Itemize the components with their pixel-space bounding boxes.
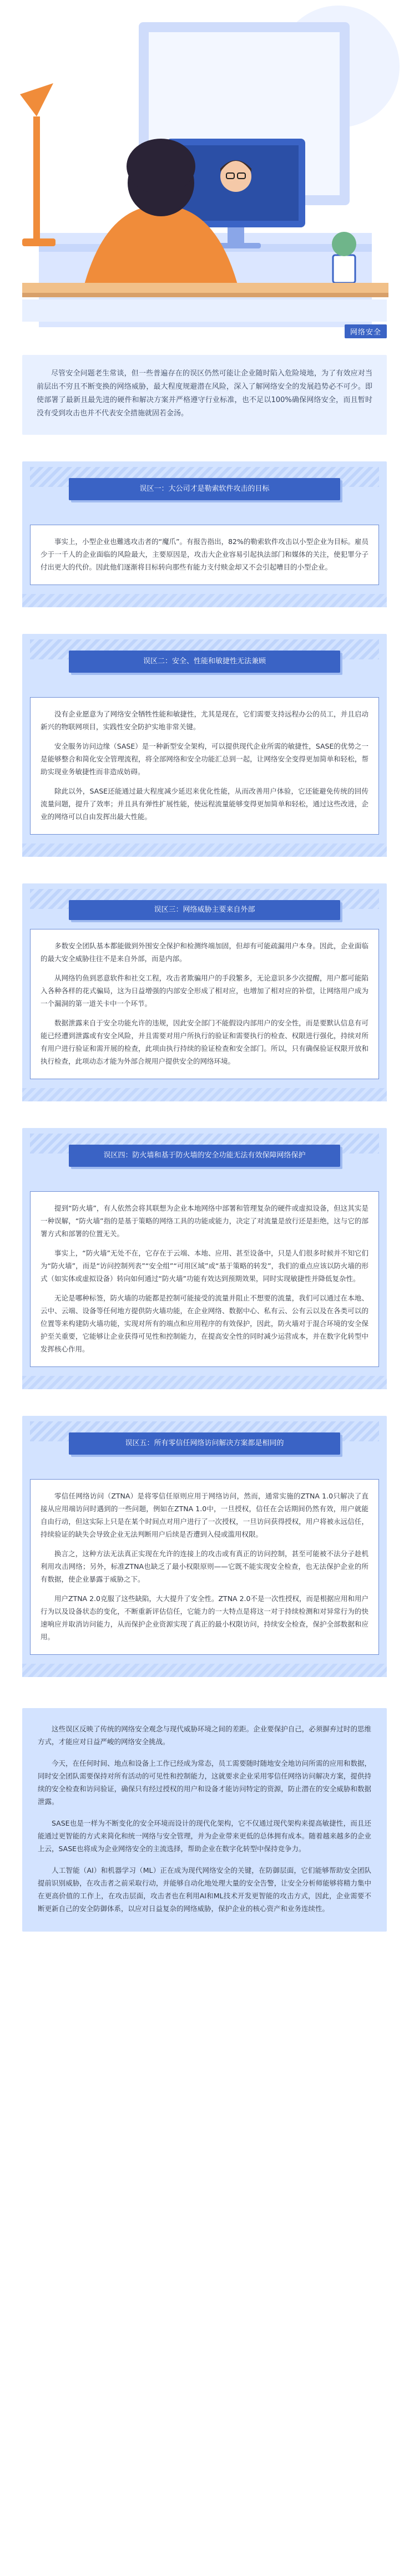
section-header [30,1134,379,1182]
section-paragraph: 多数安全团队基本都能做到外围安全保护和检测终端加固，但却有可能疏漏用户本身。因此，企业面临的最大安全威胁往往不是来自外部，而是内部。 [41,942,368,963]
section-header [30,1421,379,1470]
section-body [30,1479,379,1655]
section-paragraph: 事实上，“防火墙”无处不在，它存在于云端、本地、应用、甚至设备中，只是人们很多时候并不知它们为“防火墙”，而是“访问控制列表”“安全组”“可用区域”或“基于策略的转发”，我们的重点应该以防火墙的形式（如实体或虚拟设备）转向如何通过“防火墙”功能有效达到预期效果，同时实现敏捷性并降低复杂性。 [41,1249,368,1283]
section-footer-stripes [22,1088,387,1101]
section-footer-stripes [22,594,387,607]
closing-paragraph: 今天，在任何时间、地点和设备上工作已经成为常态，员工需要随时随地安全地访问所需的应用和数据，同时安全团队需要保持对所有活动的可见性和控制能力，这就要求企业采用零信任网络访问解决方案，提供持续的安全检查和访问验证，确保只有经过授权的用户和设备才能访问特定的资源，防止潜在的安全威胁和数据泄露。 [38,1759,371,1806]
section-title: 误区二：安全、性能和敏捷性无法兼顾 [69,651,340,673]
intro-text: 尽管安全问题老生常谈，但一些普遍存在的误区仍然可能让企业随时陷入危险境地，为了有效应对当前层出不穷且不断变换的网络威胁，最大程度规避潜在风险，深入了解网络安全的发展趋势必不可少。即使部署了最新且最先进的硬件和解决方案并严格遵守行业标准，也不足以100%确保网络安全，而且暂时没有受到攻击也并不代表安全措施就固若金汤。 [37,369,372,418]
section-header [30,889,379,920]
closing-paragraph: 这些误区反映了传统的网络安全观念与现代威胁环境之间的差距。企业要保护自己，必须摒弃过时的思维方式，才能应对日益严峻的网络安全挑战。 [38,1725,371,1746]
section-paragraph: 安全服务访问边缘（SASE）是一种新型安全架构，可以提供现代企业所需的敏捷性，SASE的优势之一是能够整合和简化安全管理流程，将全部网络和安全功能汇总到一起，让网络安全变得更加简单和轻松，帮助实现业务敏捷性而非造成妨碍。 [41,742,368,776]
sections-container [0,461,409,1677]
section-paragraph: 无论是哪种标签，防火墙的功能都是控制可能接受的流量并阻止不想要的流量，我们可以通过在本地、云中、云端、设备等任何地方提供防火墙功能，在企业网络、数据中心、私有云、公有云以及在各类可以的位置等来构建防火墙功能，实现对所有的端点和应用程序的有效保护，因此，防火墙对于混合环境的安全保护至关重要，它能够让企业获得可见性和控制能力，在提高安全性的同时减少运营成本，并在数字化转型中发挥核心作用。 [41,1294,368,1353]
section-paragraph: 没有企业愿意为了网络安全牺牲性能和敏捷性，尤其是现在，它们需要支持远程办公的员工，并且启动新兴的物联网项目，实践性安全防护实地非常关键。 [41,710,368,731]
closing-paragraph: 人工智能（AI）和机器学习（ML）正在成为现代网络安全的关键，在防御层面，它们能够帮助安全团队提前识别威胁，在攻击者之前采取行动，并能够自动化地处理大量的安全告警，让安全分析师能够将精力集中在更高价值的工作上，在攻击层面，攻击者也在利用AI和ML技术开发更智能的攻击方式，因此，企业需要不断更新自己的安全防御体系，以应对日益复杂的网络威胁，保护企业的核心资产和业务连续性。 [38,1866,371,1913]
closing-paragraph: SASE也是一样为不断变化的安全环境而设计的现代化架构，它不仅通过现代架构来提高敏捷性，而且还能通过更智能的方式来简化和统一网络与安全管理，并为企业带来更低的总体拥有成本。随着越来越多的企业上云，SASE也将成为企业网络安全的主流选择，帮助企业在数字化转型中保持竞争力。 [38,1819,371,1853]
section-header [30,639,379,688]
section-body [30,1191,379,1367]
section-3 [22,883,387,1101]
section-body [30,929,379,1079]
section-body [30,525,379,585]
closing-panel [22,1708,387,1932]
category-tag: 网络安全 [345,324,387,338]
section-title: 误区四：防火墙和基于防火墙的安全功能无法有效保障网络保护 [69,1145,340,1167]
section-title: 误区三：网络威胁主要来自外部 [69,900,340,920]
section-body [30,697,379,835]
section-paragraph: 除此以外，SASE还能通过最大程度减少延迟来优化性能，从而改善用户体验，它还能避免传统的回传流量问题，提升了效率；并且具有弹性扩展性能，使远程流量能够变得更加简单和轻松，通过这些改进，企业的网络可以自由发挥出最大性能。 [41,787,368,821]
section-footer-stripes [22,844,387,857]
hero-artwork [0,0,409,355]
section-1 [22,461,387,607]
section-5 [22,1416,387,1677]
section-header [30,467,379,516]
hero-illustration [0,0,409,355]
section-paragraph: 从网络钓鱼到恶意软件和社交工程，攻击者欺骗用户的手段繁多，无论意识多少次提醒，用户都可能陷入各种各样的花式骗局，这为日益增强的内部安全形成了相对应，也增加了相对应的补偿，让网络用户成为一个漏洞的第一道关卡中一个环节。 [41,974,368,1008]
intro-panel [22,355,387,435]
section-2 [22,634,387,857]
section-title: 误区五：所有零信任网络访问解决方案都是相同的 [69,1432,340,1455]
section-paragraph: 事实上，小型企业也難逃攻击者的“魔爪”。有报告指出，82%的勒索软件攻击以小型企业为目标。雇员少于一千人的企业面临的风险最大，主要原因是，攻击大企业容易引起执法部门和媒体的关注，使犯罪分子付出更大的代价。因此他们逐渐将目标转向那些有能力支付赎金却又不会引起嘈目的小型企业。 [41,537,368,571]
section-paragraph: 提到“防火墙”，有人依然会将其联想为企业本地网络中部署和管理复杂的硬件或虚拟设备，但这其实是一种误解，“防火墙”指的是基于策略的网络工具的功能或能力，决定了对流量是放行还是拒绝，这与它的部署方式和部署的位置无关。 [41,1204,368,1238]
section-paragraph: 换言之，这种方法无法真正实现在允许的连接上的攻击或有真正的访问控制，甚至可能被不法分子趁机利用攻击网络；另外，标准ZTNA也缺乏了最小权限原则——它既不能实现安全检查，也无法保护企业的所有数据，使企业暴露于威胁之下。 [41,1549,368,1583]
section-paragraph: 用户ZTNA 2.0克服了这些缺陷，大大提升了安全性。ZTNA 2.0不是一次性授权，而是根据应用和用户行为以及设备状态的变化，不断重新评估信任，它能力的一大特点是将这一对于持续检测和对异常行为的快速响应并取消访问能力，从而保护企业资源实现了真正的最小权限访问，持续安全检查，保护全部数据和应用。 [41,1594,368,1641]
section-footer-stripes [22,1376,387,1389]
section-paragraph: 零信任网络访问（ZTNA）是将零信任原则应用于网络访问，然而，通常实施的ZTNA 1.0只解决了直接从应用端访问时遇到的一些问题，例如在ZTNA 1.0中，一旦授权，信任在会话期间仍然有效，用户就能自由行动，但这实际上只是在某个时间点对用户进行了一次授权，一旦访问获得授权，用户将被永远信任，持续验证的缺失会导致企业无法判断用户后续是否遭到入侵或滥用权限。 [41,1492,368,1538]
section-footer-stripes [22,1664,387,1677]
section-title: 误区一：大公司才是勒索软件攻击的目标 [69,478,340,500]
section-paragraph: 数据泄露来自于安全功能允许的违规，因此安全部门不能假设内部用户的安全性，而是要默认信息有可能已经遭到泄露或有安全风险，并且需要对用户所执行的验证和需要执行的检查、权限进行强化，持续对所有用户进行验证和需开展的检查，此项由执行持续的验证检查和安全部门。所以，只有确保验证权限开放和执行检查，此项动态才能为外部合规用户提供安全的网络环境。 [41,1019,368,1065]
section-4 [22,1128,387,1389]
